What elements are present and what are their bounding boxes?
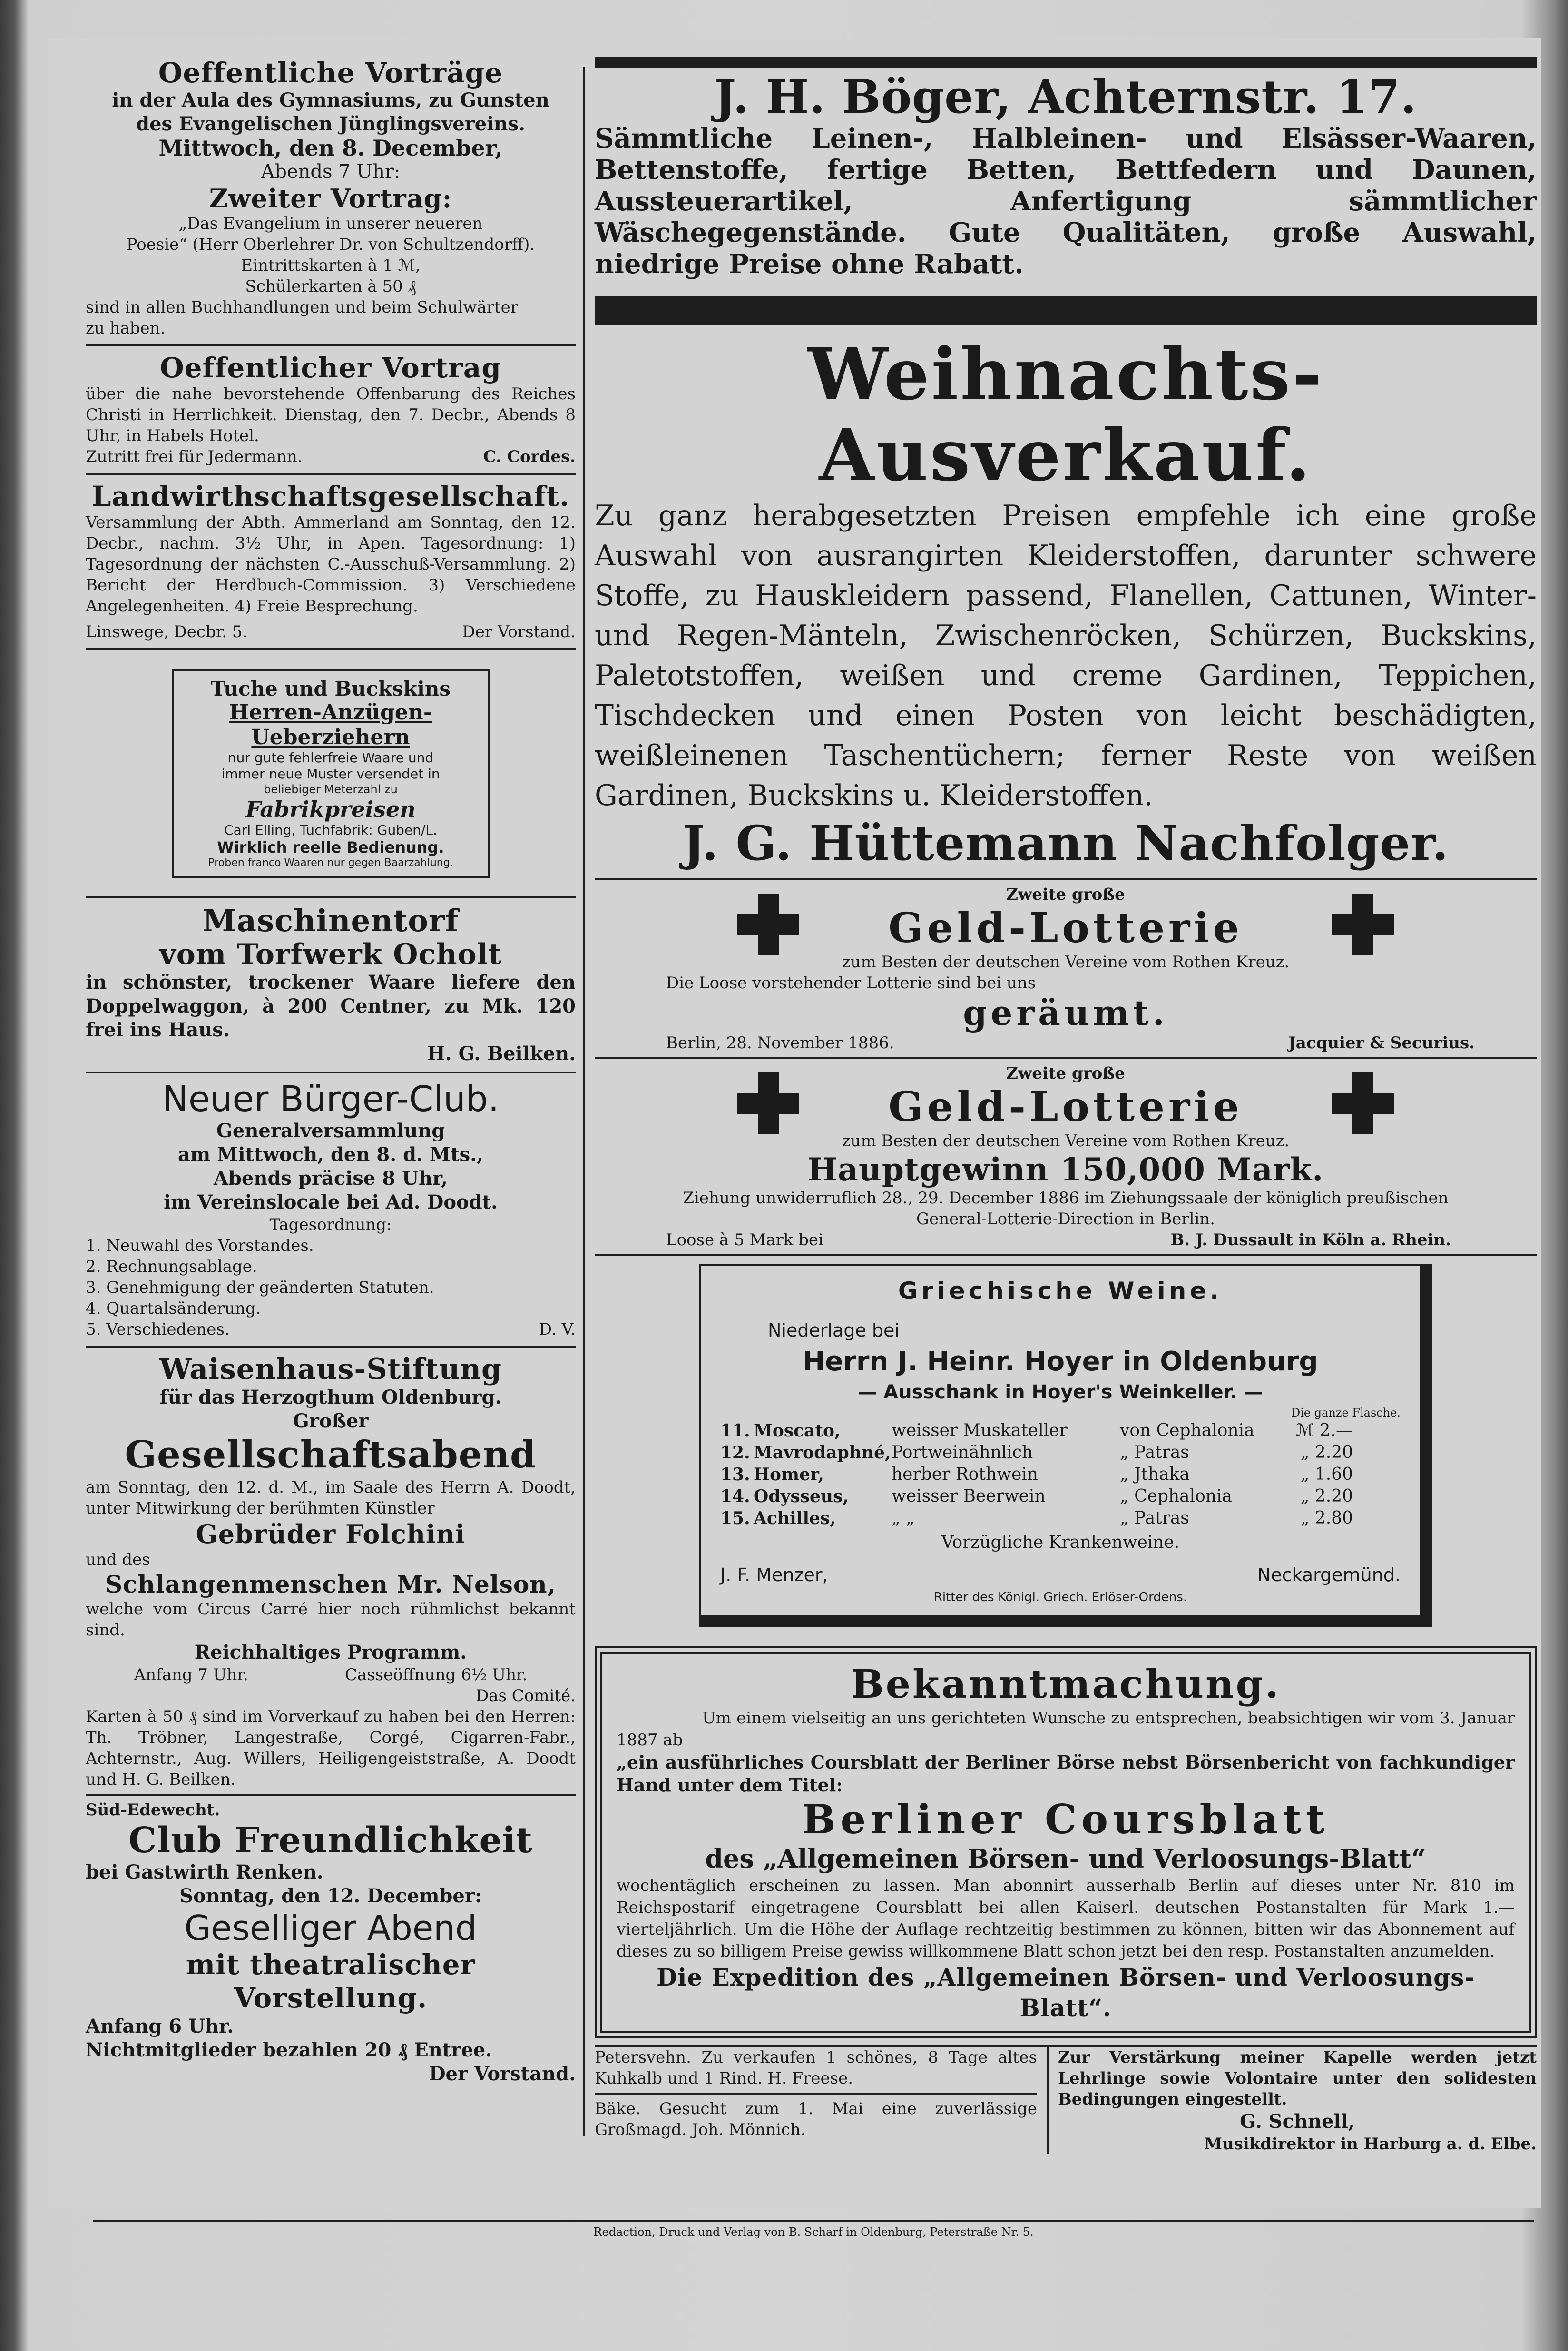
agenda-item: 1. Neuwahl des Vorstandes. — [86, 1236, 314, 1255]
vortraege-topic1: „Das Evangelium in unserer neueren — [178, 214, 483, 233]
buergerclub-signer: D. V. — [539, 1320, 576, 1339]
wine-no: 11. — [720, 1421, 750, 1441]
wine-price: ℳ 2.— — [1295, 1421, 1353, 1440]
ad-boeger — [595, 57, 1537, 280]
club-signer: Der Vorstand. — [429, 2063, 576, 2085]
waisenhaus-artists: Gebrüder Folchini — [196, 1519, 466, 1549]
waisenhaus-comite: Das Comité. — [476, 1686, 576, 1705]
right-column — [595, 57, 1537, 2154]
agenda-item: 2. Rechnungsablage. — [86, 1257, 257, 1276]
vortraege-title: Oeffentliche Vorträge — [158, 57, 503, 89]
weine-name: Herrn J. Heinr. Hoyer in Oldenburg — [803, 1346, 1318, 1377]
agenda-item: 3. Genehmigung der geänderten Statuten. — [86, 1278, 434, 1297]
wine-origin: „ Patras — [1120, 1508, 1189, 1528]
buergerclub-l4: im Vereinslocale bei Ad. Doodt. — [163, 1191, 498, 1213]
club-big2: mit theatralischer Vorstellung. — [186, 1948, 476, 2014]
vortraege-date: Mittwoch, den 8. December, — [158, 135, 503, 161]
club-host: bei Gastwirth Renken. — [86, 1861, 323, 1883]
bekannt-signer: Die Expedition des „Allgemeinen Börsen- und Verloosungs-Blatt“. — [657, 1963, 1475, 2022]
wine-name: Homer, — [754, 1465, 824, 1485]
ad-buergerclub — [86, 1079, 576, 1340]
waisenhaus-und: und des — [86, 1550, 150, 1569]
boeger-text: Sämmtliche Leinen-, Halbleinen- und Elsässer-Waaren, Bettenstoffe, fertige Betten, Bettfedern und Daunen, Aussteuerartikel, Anfertigung sämmtlicher Wäschegegenstände. Gute Qualitäten, große Auswahl, niedrige Preise ohne Rabatt. — [595, 123, 1537, 280]
tuche-l4: immer neue Muster versendet in — [221, 766, 440, 782]
small-ad-schnell-text: Zur Verstärkung meiner Kapelle werden jetzt Lehrlinge sowie Volontaire unter den solidesten Bedingungen eingestellt. — [1058, 2048, 1537, 2109]
waisenhaus-grosser: Großer — [293, 1410, 369, 1432]
wine-desc: weisser Muskateller — [892, 1421, 1068, 1440]
bekannt-title: Bekanntmachung. — [851, 1662, 1281, 1707]
lotterie2-title: Geld-Lotterie — [888, 1083, 1243, 1131]
buergerclub-agenda — [86, 1235, 576, 1340]
lotterie1-sub: zum Besten der deutschen Vereine vom Rothen Kreuz. — [842, 953, 1290, 972]
bekannt-p3: des „Allgemeinen Börsen- und Verloosungs-Blatt“ — [705, 1843, 1426, 1874]
wine-origin: „ Patras — [1120, 1443, 1189, 1462]
weine-seller: J. F. Menzer, — [720, 1564, 828, 1585]
wine-origin: von Cephalonia — [1120, 1421, 1254, 1440]
imprint: Redaction, Druck und Verlag von B. Scharf in Oldenburg, Peterstraße Nr. 5. — [593, 2225, 1034, 2239]
lotterie2-draw1: Ziehung unwiderruflich 28., 29. December 1886 im Ziehungssaale der königlich preußischen — [683, 1189, 1449, 1208]
wine-price: „ 2.80 — [1300, 1508, 1353, 1528]
tuche-l9: Proben franco Waaren nur gegen Baarzahlung. — [208, 857, 453, 869]
torf-signer: H. G. Beilken. — [427, 1043, 576, 1065]
wine-name: Mavrodaphné, — [754, 1443, 891, 1463]
buergerclub-agenda-title: Tagesordnung: — [269, 1215, 392, 1234]
vortraege-entry1: Eintrittskarten à 1 ℳ, — [241, 256, 421, 275]
wine-origin: „ Jthaka — [1120, 1465, 1190, 1484]
buergerclub-l1: Generalversammlung — [216, 1120, 445, 1142]
weine-order: Ritter des Königl. Griech. Erlöser-Ordens. — [933, 1590, 1187, 1604]
tuche-l3: nur gute fehlerfreie Waare und — [227, 750, 434, 766]
red-cross-icon — [737, 1072, 799, 1134]
wine-price: „ 2.20 — [1300, 1486, 1353, 1506]
lotterie1-text: Die Loose vorstehender Lotterie sind bei uns — [666, 974, 1036, 993]
torf-title1: Maschinentorf — [202, 903, 459, 939]
waisenhaus-sub: für das Herzogthum Oldenburg. — [159, 1386, 502, 1408]
wine-row — [720, 1420, 1401, 1442]
bekannt-p2: „ein ausführliches Coursblatt der Berliner Börse nebst Börsenbericht von fachkundiger Hand unter dem Titel: — [617, 1751, 1515, 1796]
divider — [86, 648, 576, 650]
wine-row — [720, 1485, 1401, 1507]
ad-bekanntmachung — [595, 1646, 1537, 2038]
wine-desc: herber Rothwein — [892, 1465, 1038, 1484]
club-big1: Geselliger Abend — [184, 1908, 477, 1948]
divider — [595, 878, 1537, 880]
vortraege-sale2: zu haben. — [86, 319, 166, 338]
vortraege-topic2: Poesie“ (Herr Oberlehrer Dr. von Schultzendorff). — [126, 235, 535, 254]
lotterie1-footer-left: Berlin, 28. November 1886. — [666, 1033, 894, 1053]
divider — [595, 1254, 1537, 1256]
bekannt-big: Berliner Coursblatt — [802, 1796, 1330, 1843]
tuche-l6: Fabrikpreisen — [245, 797, 416, 822]
vortraege-line1: in der Aula des Gymnasiums, zu Gunsten — [112, 89, 549, 111]
weine-col-header: Die ganze Flasche. — [1291, 1406, 1401, 1419]
vortraege-entry2: Schülerkarten à 50 ₰ — [245, 277, 416, 296]
vortrag-footer-left: Zutritt frei für Jedermann. — [86, 447, 303, 466]
small-ad-schnell-signer: G. Schnell, — [1240, 2110, 1355, 2133]
waisenhaus-snake: Schlangenmenschen Mr. Nelson, — [105, 1570, 557, 1598]
wine-no: 14. — [720, 1486, 750, 1506]
weine-depot: Niederlage bei — [768, 1320, 900, 1341]
red-cross-icon — [1332, 894, 1394, 955]
wine-origin: „ Cephalonia — [1120, 1486, 1232, 1506]
wine-price: „ 2.20 — [1300, 1443, 1353, 1462]
landwirth-text: Versammlung der Abth. Ammerland am Sonntag, den 12. Decbr., nachm. 3½ Uhr, in Apen. Tagesordnung: 1) Tagesordnung der nächsten C.-Ausschuß-Versammlung. 2) Bericht der Herdbuch-Commission. 3) Verschiedene Angelegenheiten. 4) Freie Besprechung. — [86, 513, 576, 616]
divider — [86, 1346, 576, 1348]
vortraege-subtitle: Zweiter Vortrag: — [209, 183, 452, 214]
bekannt-p1: Um einem vielseitig an uns gerichteten Wunsche zu entsprechen, beabsichtigen wir vom 3. Januar 1887 ab — [617, 1709, 1515, 1750]
divider — [86, 1072, 576, 1073]
waisenhaus-start-right: Casseöffnung 6½ Uhr. — [344, 1665, 528, 1684]
club-place: Süd-Edewecht. — [86, 1800, 220, 1820]
vortraege-sale1: sind in allen Buchhandlungen und beim Schulwärter — [86, 298, 518, 317]
tuche-l8: Wirklich reelle Bedienung. — [217, 838, 444, 856]
waisenhaus-title: Waisenhaus-Stiftung — [159, 1353, 502, 1386]
lotterie2-pre: Zweite große — [1006, 1064, 1125, 1083]
wine-no: 15. — [720, 1508, 750, 1528]
wine-row — [720, 1442, 1401, 1464]
landwirth-footer-left: Linswege, Decbr. 5. — [86, 622, 248, 641]
small-ad-baeke: Bäke. Gesucht zum 1. Mai eine zuverlässige Großmagd. Joh. Mönnich. — [595, 2099, 1037, 2139]
club-start: Anfang 6 Uhr. — [86, 2015, 234, 2037]
weine-city: Neckargemünd. — [1257, 1564, 1401, 1585]
ad-vortraege — [86, 57, 576, 339]
waisenhaus-big: Gesellschaftsabend — [125, 1433, 537, 1476]
divider — [86, 1794, 576, 1796]
newspaper-page — [48, 38, 1541, 2239]
ad-vortrag — [86, 352, 576, 467]
buergerclub-title: Neuer Bürger-Club. — [162, 1079, 500, 1120]
bekannt-p4: wochentäglich erscheinen zu lassen. Man abonnirt ausserhalb Berlin auf dieses unter Nr. 810 im Reichspostarif eingetragene Coursblatt bei allen Kaiserl. deutschen Postanstalten für Mark 1.— vierteljährlich. Um die Höhe der Auflage rechtzeitig bestimmen zu können, bitten wir das Abonnement auf dieses zu so billigem Preise gewiss willkommene Blatt schon jetzt bei den resp. Postanstalten anzumelden. — [617, 1876, 1515, 1961]
divider — [86, 344, 576, 346]
wine-name: Moscato, — [754, 1421, 841, 1441]
lotterie2-sub: zum Besten der deutschen Vereine vom Rothen Kreuz. — [842, 1131, 1290, 1151]
tuche-l5: beliebiger Meterzahl zu — [264, 783, 398, 796]
buergerclub-l2: am Mittwoch, den 8. d. Mts., — [177, 1143, 484, 1166]
wine-name: Odysseus, — [754, 1486, 849, 1506]
small-ad-petersvehn: Petersvehn. Zu verkaufen 1 schönes, 8 Tage altes Kuhkalb und 1 Rind. H. Freese. — [595, 2047, 1037, 2095]
wine-name: Achilles, — [754, 1508, 836, 1528]
column-divider — [583, 67, 585, 2136]
imprint-rule — [93, 2220, 1534, 2222]
weine-title: Griechische Weine. — [898, 1277, 1223, 1305]
ausverkauf-title: Weihnachts-Ausverkauf. — [807, 333, 1324, 497]
weine-krankenweine: Vorzügliche Krankenweine. — [941, 1533, 1180, 1552]
buergerclub-l3: Abends präcise 8 Uhr, — [213, 1167, 448, 1190]
wine-price: „ 1.60 — [1300, 1465, 1353, 1484]
vortrag-footer-right: C. Cordes. — [483, 447, 576, 466]
wine-no: 12. — [720, 1443, 750, 1463]
vortraege-time: Abends 7 Uhr: — [261, 161, 401, 183]
ad-lotterie-1 — [595, 884, 1537, 1053]
wine-no: 13. — [720, 1465, 750, 1485]
divider — [595, 1057, 1537, 1059]
wine-desc: weisser Beerwein — [892, 1486, 1046, 1506]
lotterie2-footer-right: B. J. Dussault in Köln a. Rhein. — [1170, 1230, 1451, 1249]
agenda-item: 4. Quartalsänderung. — [86, 1299, 261, 1318]
divider — [86, 896, 576, 898]
red-cross-icon — [737, 894, 799, 955]
torf-title2: vom Torfwerk Ocholt — [159, 938, 502, 971]
ad-tuche — [172, 669, 490, 878]
lotterie1-footer-right: Jacquier & Securius. — [1288, 1033, 1475, 1053]
waisenhaus-start-left: Anfang 7 Uhr. — [134, 1665, 248, 1684]
landwirth-title: Landwirthschaftsgesellschaft. — [91, 480, 570, 512]
wine-row — [720, 1464, 1401, 1485]
lotterie1-pre: Zweite große — [1006, 885, 1125, 904]
wine-desc: Portweinähnlich — [892, 1443, 1033, 1462]
boeger-title: J. H. Böger, Achternstr. 17. — [714, 70, 1417, 124]
ad-landwirth — [86, 481, 576, 642]
left-column — [86, 57, 576, 2086]
waisenhaus-programm: Reichhaltiges Programm. — [194, 1641, 467, 1663]
ad-lotterie-2 — [595, 1063, 1537, 1250]
ad-torf — [86, 904, 576, 1066]
vortrag-text: über die nahe bevorstehende Offenbarung des Reiches Christi in Herrlichkeit. Dienstag, den 7. Decbr., Abends 8 Uhr, in Habels Hotel. — [86, 384, 576, 445]
ad-weine — [699, 1264, 1432, 1627]
club-title: Club Freundlichkeit — [128, 1820, 533, 1861]
ausverkauf-text: Zu ganz herabgesetzten Preisen empfehle ich eine große Auswahl von ausrangirten Kleiderstoffen, darunter schwere Stoffe, zu Hauskleidern passend, Flanellen, Cattunen, Winter- und Regen-Mänteln, Zwischenröcken, Schürzen, Buckskins, Paletotstoffen, weißen und creme Gardinen, Teppichen, Tischdecken und einen Posten von leicht beschädigten, weißleinenen Taschentüchern; ferner Reste von weißen Gardinen, Buckskins u. Kleiderstoffen. — [595, 499, 1537, 812]
tuche-l1: Tuche und Buckskins — [210, 677, 451, 700]
red-cross-icon — [1332, 1072, 1394, 1134]
lotterie1-title: Geld-Lotterie — [888, 904, 1243, 952]
waisenhaus-text3: Karten à 50 ₰ sind im Vorverkauf zu haben bei den Herren: Th. Tröbner, Langestraße, Corgé, Cigarren-Fabr., Achternstr., Aug. Willers, Heiligengeiststraße, A. Doodt und H. G. Beilken. — [86, 1707, 576, 1789]
lotterie2-draw2: General-Lotterie-Direction in Berlin. — [916, 1210, 1215, 1229]
ad-club — [86, 1800, 576, 2086]
tuche-l7: Carl Elling, Tuchfabrik: Guben/L. — [224, 822, 437, 838]
agenda-item: 5. Verschiedenes. — [86, 1320, 230, 1339]
ad-waisenhaus — [86, 1353, 576, 1790]
divider — [86, 473, 576, 475]
ad-ausverkauf — [595, 296, 1537, 871]
waisenhaus-text2: welche vom Circus Carré hier noch rühmlichst bekannt sind. — [86, 1600, 576, 1640]
club-date: Sonntag, den 12. December: — [179, 1885, 482, 1907]
vortraege-line2: des Evangelischen Jünglingsvereins. — [136, 113, 525, 135]
small-ad-schnell-signer2: Musikdirektor in Harburg a. d. Elbe. — [1204, 2135, 1537, 2154]
lotterie2-footer-left: Loose à 5 Mark bei — [666, 1230, 823, 1249]
lotterie1-big: geräumt. — [963, 993, 1168, 1033]
small-ads-row — [595, 2045, 1537, 2154]
landwirth-footer-right: Der Vorstand. — [462, 622, 576, 641]
tuche-l2: Herren-Anzügen-Ueberziehern — [229, 700, 432, 749]
ausverkauf-signer: J. G. Hüttemann Nachfolger. — [682, 815, 1449, 871]
vortrag-title: Oeffentlicher Vortrag — [160, 352, 501, 384]
club-fee: Nichtmitglieder bezahlen 20 ₰ Entree. — [86, 2039, 492, 2061]
wine-desc: „ „ — [892, 1508, 915, 1528]
torf-text: in schönster, trockener Waare liefere den Doppelwaggon, à 200 Centner, zu Mk. 120 frei ins Haus. — [86, 971, 576, 1041]
wine-row — [720, 1507, 1401, 1529]
weine-list — [720, 1420, 1401, 1529]
weine-ausschank: — Ausschank in Hoyer's Weinkeller. — — [858, 1381, 1263, 1403]
lotterie2-prize: Hauptgewinn 150,000 Mark. — [807, 1151, 1324, 1188]
waisenhaus-text1: am Sonntag, den 12. d. M., im Saale des Herrn A. Doodt, unter Mitwirkung der berühmten Künstler — [86, 1478, 576, 1518]
